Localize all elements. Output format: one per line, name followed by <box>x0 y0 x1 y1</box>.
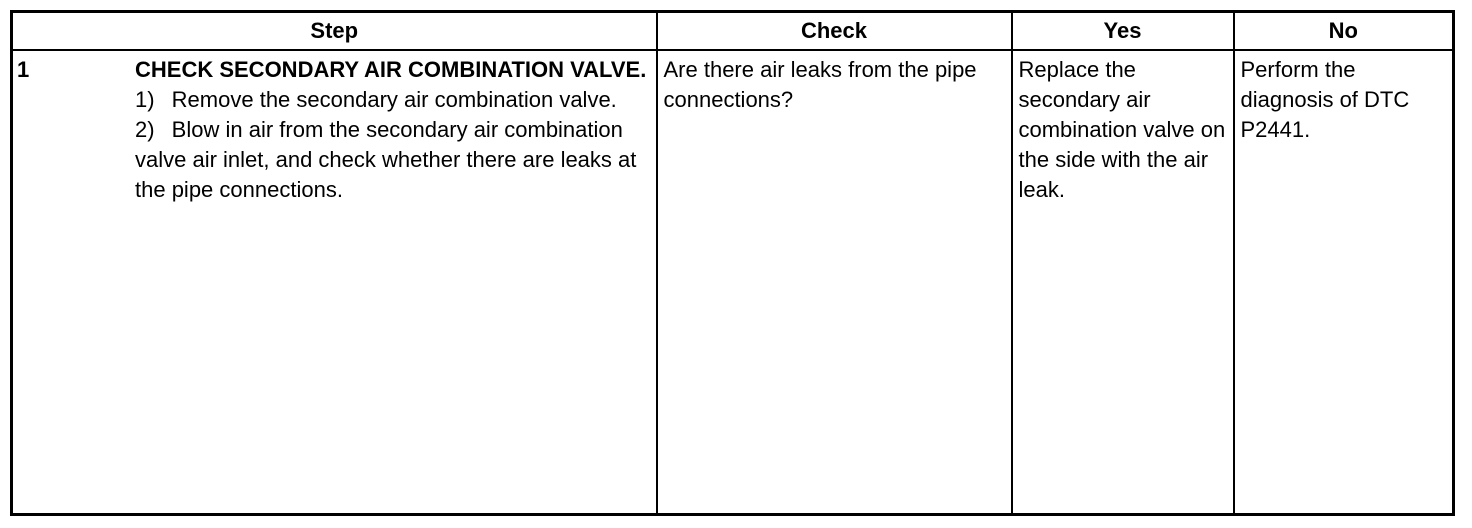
header-row <box>12 12 1454 51</box>
step-instruction: 1) Remove the secondary air combination valve. <box>135 87 617 112</box>
step-number: 1 <box>17 57 30 82</box>
header-no: No <box>1234 12 1454 51</box>
header-yes: Yes <box>1012 12 1234 51</box>
step-title: CHECK SECONDARY AIR COMBINATION VALVE. <box>135 57 647 82</box>
diagnostic-table <box>10 10 1455 516</box>
table-row <box>12 50 1454 515</box>
check-cell: Are there air leaks from the pipe connections? <box>657 50 1012 515</box>
step-instruction: 2) Blow in air from the secondary air combination valve air inlet, and check whether there are leaks at the pipe connections. <box>135 117 637 202</box>
step-body <box>135 55 650 205</box>
header-check: Check <box>657 12 1012 51</box>
step-cell <box>12 50 657 515</box>
header-step: Step <box>12 12 657 51</box>
no-cell: Perform the diagnosis of DTC P2441. <box>1234 50 1454 515</box>
yes-cell: Replace the secondary air combination valve on the side with the air leak. <box>1012 50 1234 515</box>
